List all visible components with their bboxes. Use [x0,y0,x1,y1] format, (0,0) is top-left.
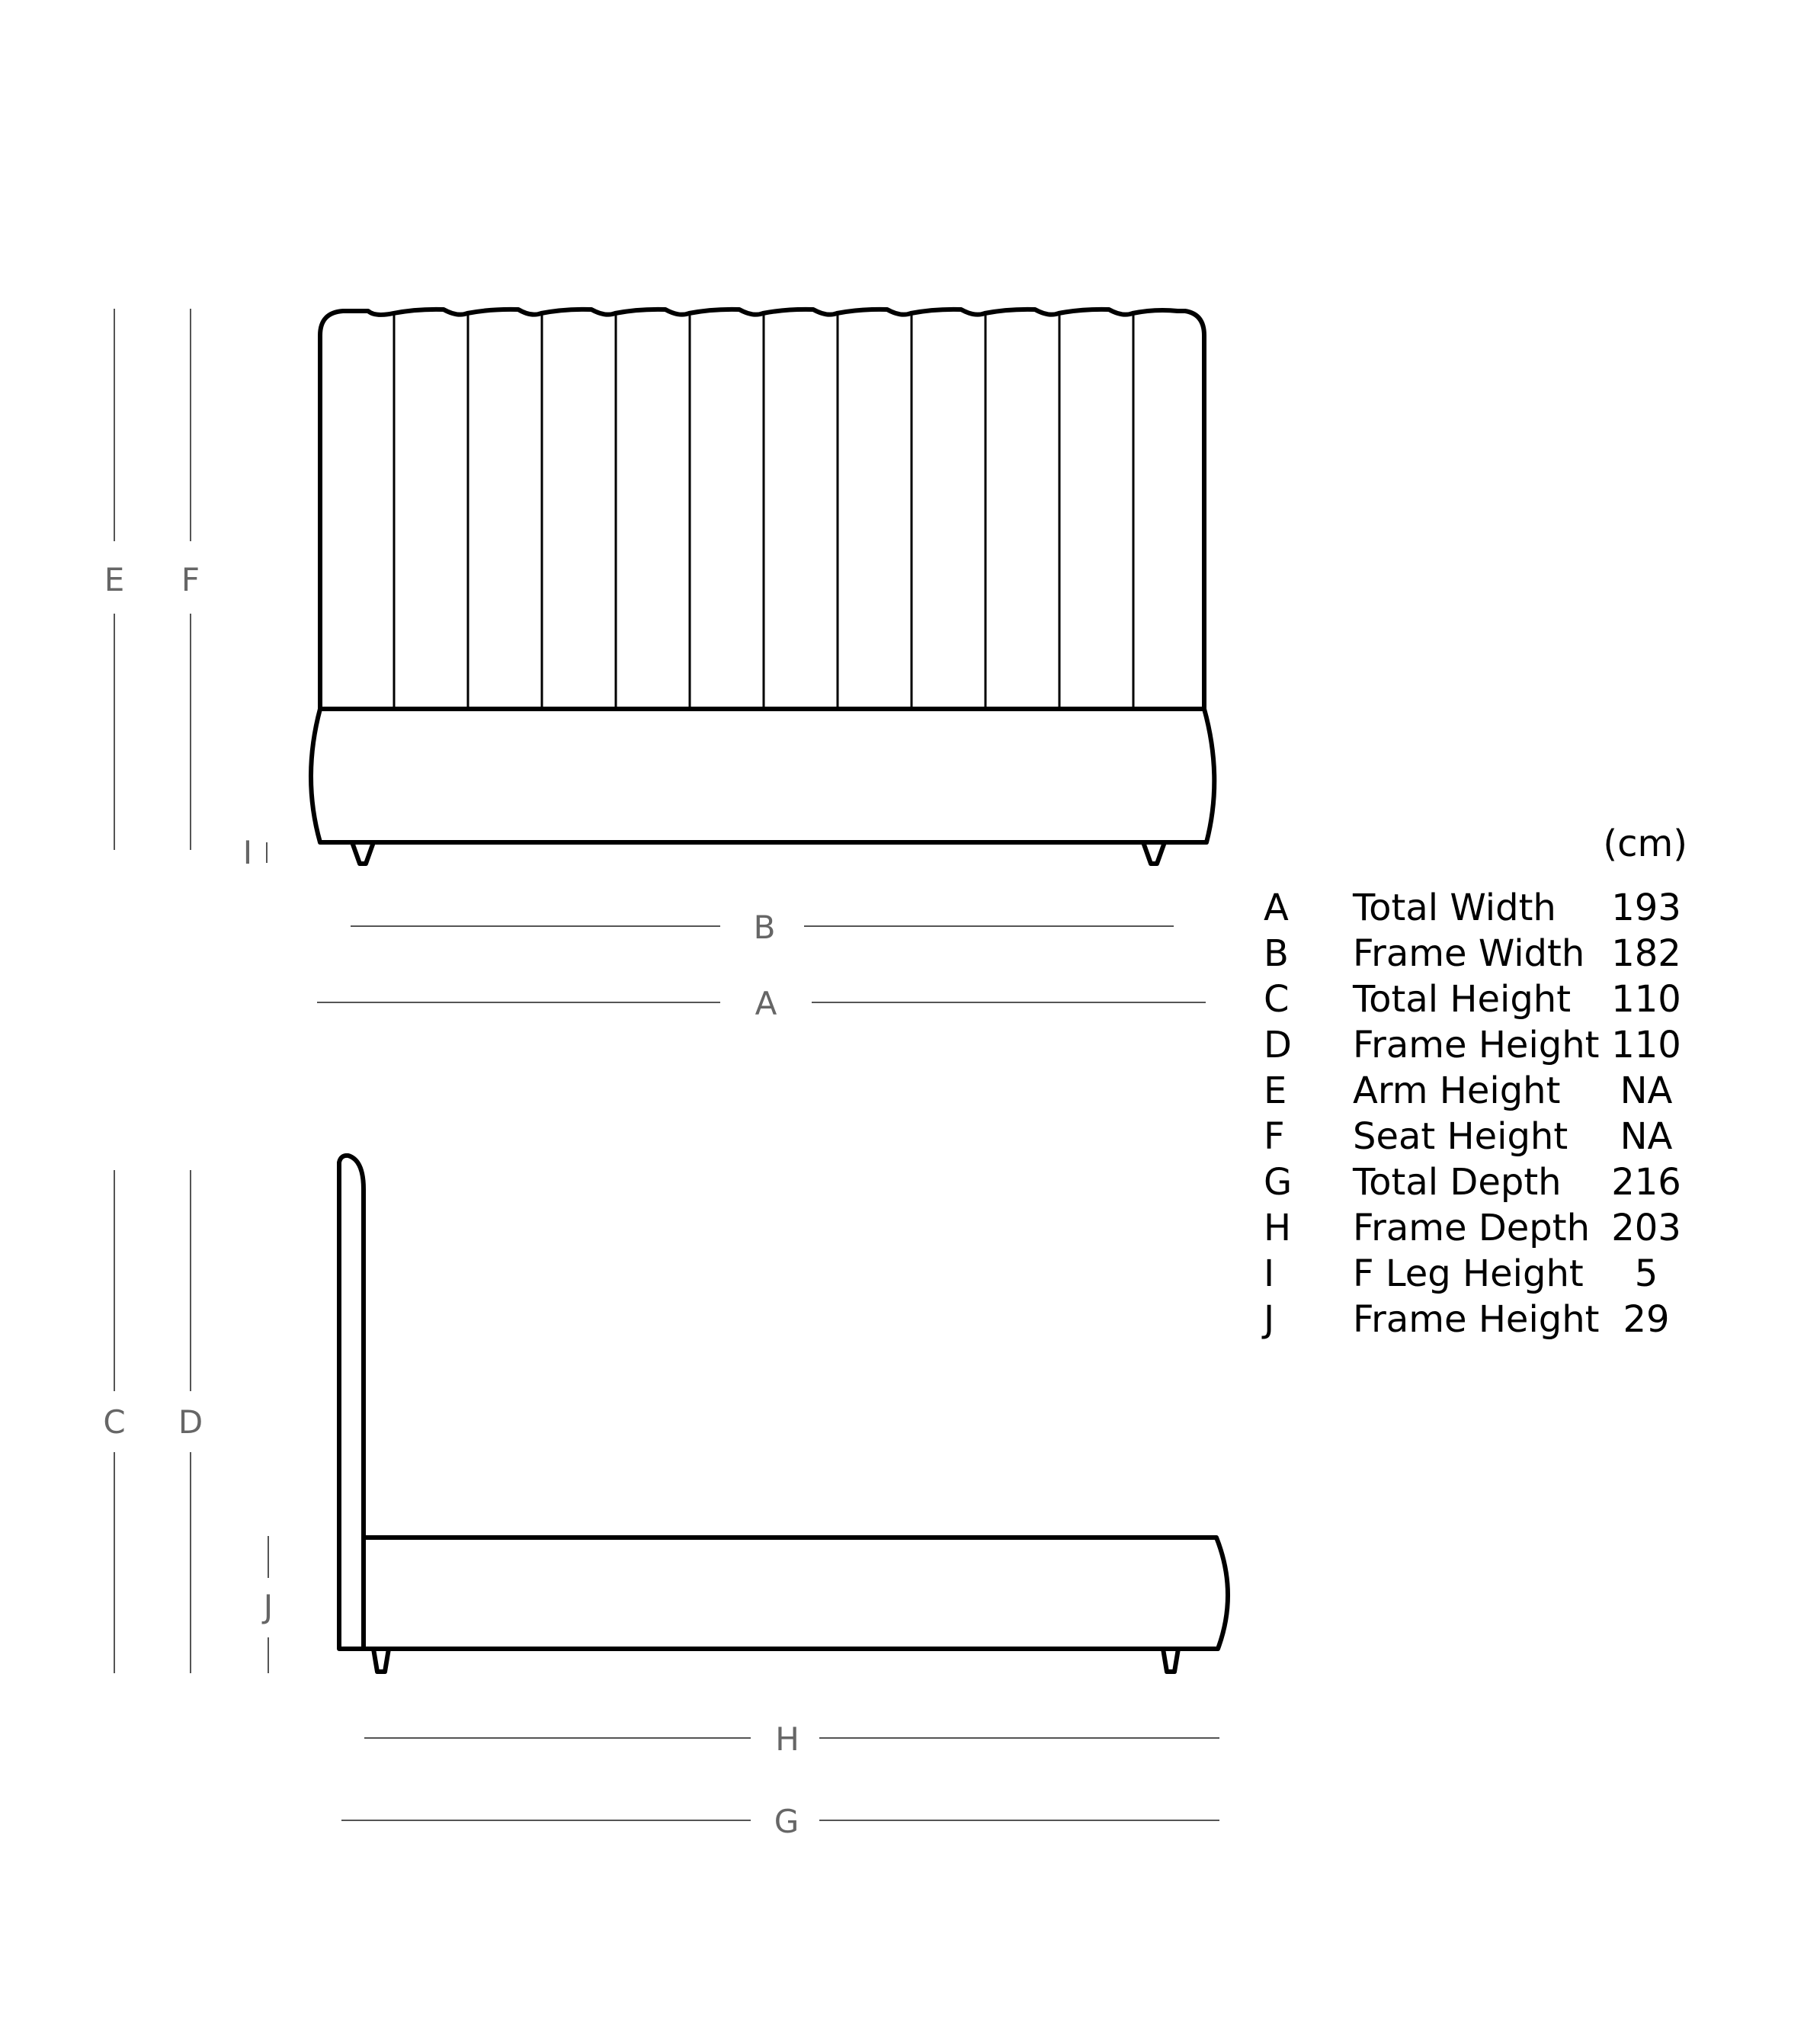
dimension-code: H [1264,1207,1292,1249]
front-leg-right [1143,842,1165,864]
dim-label-j: J [263,1588,274,1625]
dimension-value: 193 [1611,887,1681,929]
dim-label-c: C [103,1403,126,1441]
dimension-value: 216 [1611,1161,1681,1204]
dim-label-i: I [242,834,253,871]
dimension-code: A [1264,887,1289,929]
dimension-code: J [1264,1298,1275,1341]
dimension-name: F Leg Height [1353,1252,1584,1295]
dimension-code: I [1264,1252,1275,1295]
side-view [103,1156,1228,1840]
dimension-value: 182 [1611,932,1681,975]
dimension-name: Total Depth [1353,1161,1562,1204]
dimension-code: E [1264,1069,1287,1112]
headboard-outline [320,309,1204,709]
dimension-code: F [1264,1115,1285,1158]
dimension-value: 110 [1611,978,1681,1021]
unit-label: (cm) [1603,822,1687,865]
dimension-value: NA [1620,1069,1673,1112]
dimension-name: Frame Depth [1353,1207,1591,1249]
dim-label-e: E [104,561,125,598]
dimension-name: Frame Height [1353,1298,1600,1341]
dimension-name: Total Height [1353,978,1572,1021]
bed-base-front [311,709,1214,842]
front-leg-left [352,842,373,864]
dimension-name: Arm Height [1353,1069,1561,1112]
dimension-code: D [1264,1024,1292,1066]
dimension-rows [1261,887,1681,1341]
dim-label-a: A [755,985,777,1022]
side-leg-right [1163,1649,1178,1672]
headboard-channels [394,314,1133,709]
dim-label-d: D [178,1403,203,1441]
dim-label-b: B [753,909,776,946]
dimension-value: 203 [1611,1207,1681,1249]
dimension-name: Frame Height [1353,1024,1600,1066]
dimension-value: 110 [1611,1024,1681,1066]
dimension-value: 5 [1634,1252,1658,1295]
dimension-name: Seat Height [1353,1115,1568,1158]
dimension-code: B [1264,932,1289,975]
dim-label-g: G [774,1803,799,1840]
front-view [104,309,1215,1022]
dim-label-h: H [775,1720,799,1758]
dimension-code: G [1264,1161,1293,1204]
dim-label-f: F [181,561,200,598]
dimension-value: 29 [1623,1298,1670,1341]
side-leg-left [373,1649,389,1672]
bed-side-outline [339,1156,1228,1649]
dimension-value: NA [1620,1115,1673,1158]
dimension-name: Total Width [1353,887,1556,929]
dimension-name: Frame Width [1353,932,1585,975]
dimension-table [1261,822,1687,1341]
dimension-code: C [1264,978,1290,1021]
